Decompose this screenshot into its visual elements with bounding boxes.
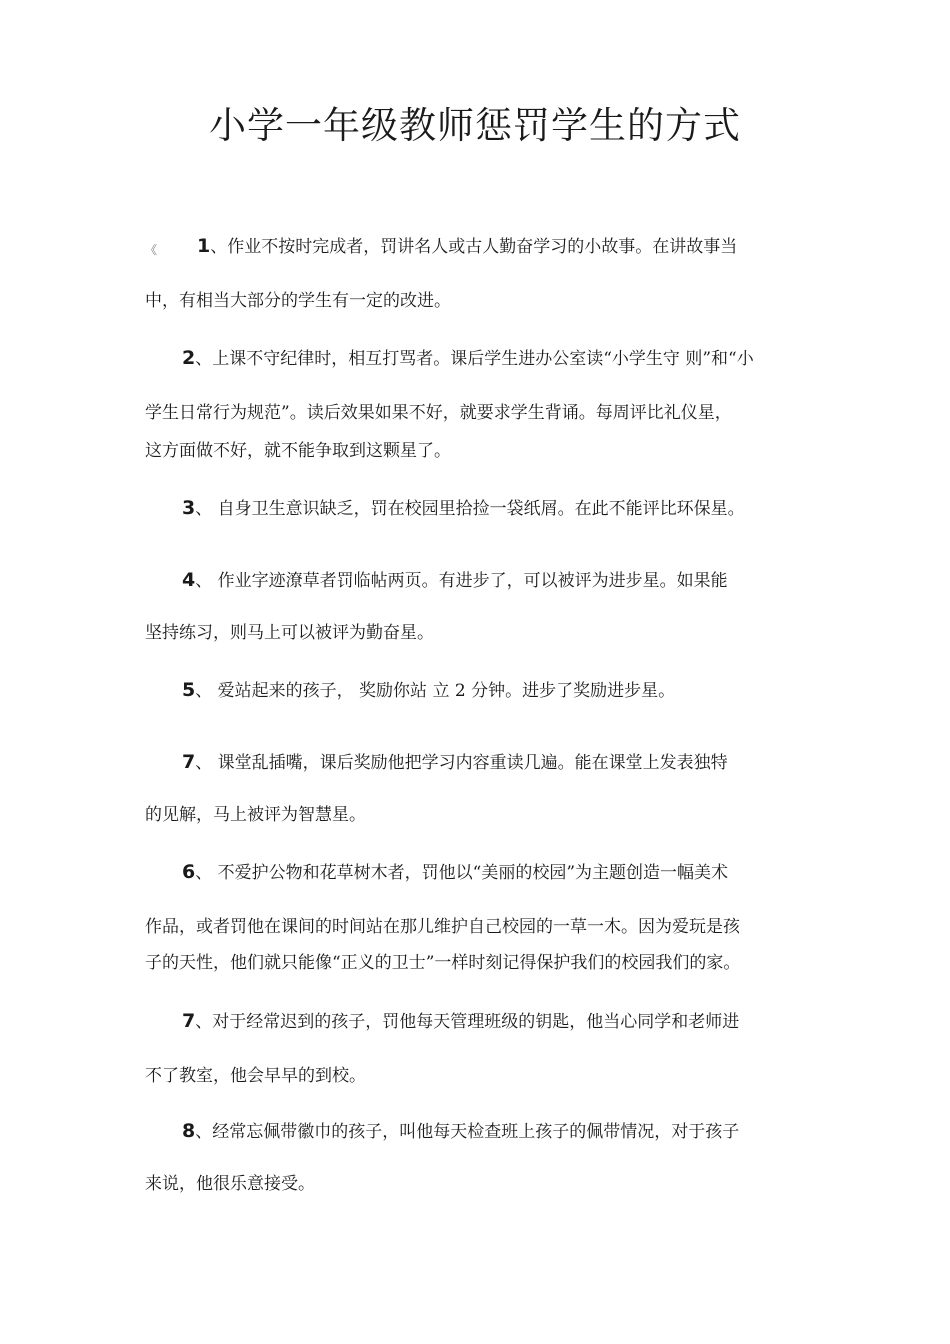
page-title: 小学一年级教师惩罚学生的方式	[209, 104, 741, 147]
item-number: 5	[182, 679, 196, 701]
item-line: 中，有相当大部分的学生有一定的改进。	[145, 291, 451, 311]
item-number: 7	[182, 751, 196, 773]
item-line: 来说，他很乐意接受。	[145, 1174, 315, 1194]
item-line: 1、作业不按时完成者，罚讲名人或古人勤奋学习的小故事。在讲故事当	[197, 235, 738, 257]
item-number: 8	[182, 1120, 196, 1142]
item-line: 8、经常忘佩带徽巾的孩子，叫他每天检查班上孩子的佩带情况，对于孩子	[182, 1120, 740, 1142]
item-line: 子的天性，他们就只能像“正义的卫士”一样时刻记得保护我们的校园我们的家。	[145, 953, 741, 973]
corner-mark: 《	[145, 243, 158, 257]
item-number: 7	[182, 1010, 196, 1032]
item-number: 3	[182, 497, 196, 519]
item-line: 2、上课不守纪律时，相互打骂者。课后学生进办公室读“小学生守 则”和“小	[182, 347, 754, 369]
item-line: 的见解，马上被评为智慧星。	[145, 805, 366, 825]
item-number: 1	[197, 235, 211, 257]
item-number: 2	[182, 347, 196, 369]
item-line: 7、 课堂乱插嘴，课后奖励他把学习内容重读几遍。能在课堂上发表独特	[182, 751, 728, 773]
item-line: 作品，或者罚他在课间的时间站在那儿维护自己校园的一草一木。因为爱玩是孩	[145, 917, 740, 937]
item-line: 学生日常行为规范”。读后效果如果不好，就要求学生背诵。每周评比礼仪星，	[145, 403, 732, 423]
item-line: 不了教室，他会早早的到校。	[145, 1066, 366, 1086]
item-line: 这方面做不好，就不能争取到这颗星了。	[145, 441, 451, 461]
item-number: 4	[182, 569, 196, 591]
item-line: 5、 爱站起来的孩子， 奖励你站 立 2 分钟。进步了奖励进步星。	[182, 679, 676, 701]
item-line: 3、 自身卫生意识缺乏，罚在校园里拾捡一袋纸屑。在此不能评比环保星。	[182, 497, 745, 519]
item-line: 7、对于经常迟到的孩子，罚他每天管理班级的钥匙，他当心同学和老师进	[182, 1010, 740, 1032]
item-line: 4、 作业字迹潦草者罚临帖两页。有进步了，可以被评为进步星。如果能	[182, 569, 728, 591]
item-line: 6、 不爱护公物和花草树木者，罚他以“美丽的校园”为主题创造一幅美术	[182, 861, 729, 883]
item-number: 6	[182, 861, 196, 883]
item-line: 坚持练习，则马上可以被评为勤奋星。	[145, 623, 434, 643]
